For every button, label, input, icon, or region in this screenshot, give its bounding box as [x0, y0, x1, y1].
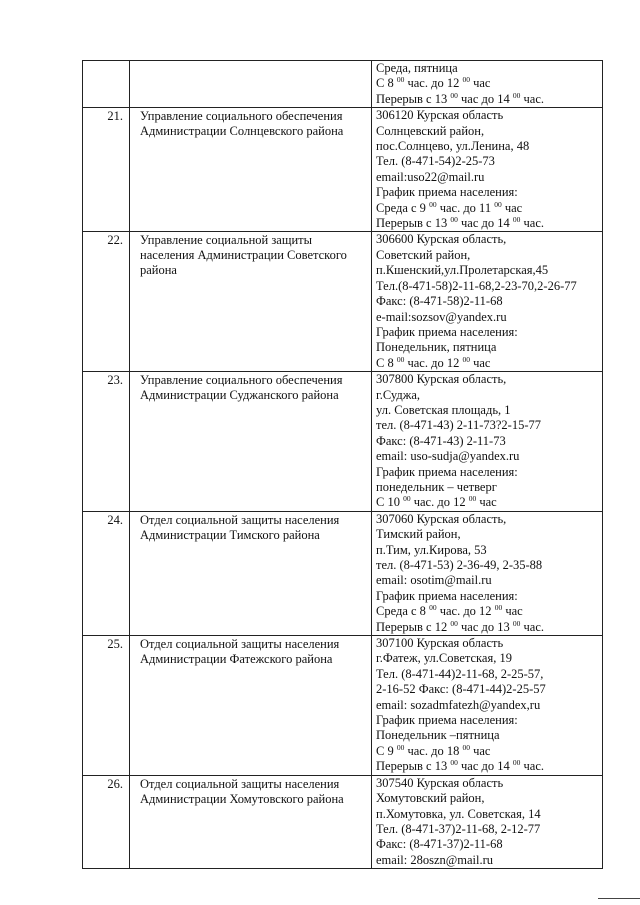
contact-line	[372, 372, 602, 387]
contact-text: email:uso22@mail.ru	[376, 169, 485, 184]
time-minutes-superscript: 00	[462, 742, 470, 752]
contact-text: Факс: (8-471-37)2-11-68	[376, 837, 503, 852]
table-row	[83, 636, 603, 776]
table-row	[83, 372, 603, 512]
contact-text: Хомутовский район,	[376, 791, 485, 806]
contact-text: г.Суджа,	[376, 387, 421, 402]
contact-text: час. до 12	[404, 76, 463, 91]
contact-line	[372, 667, 602, 682]
time-minutes-superscript: 00	[450, 90, 458, 100]
contact-text: час до 14	[457, 91, 513, 106]
contact-line	[372, 434, 602, 449]
agency-name-cell	[130, 636, 372, 776]
contact-line	[372, 527, 602, 542]
contact-text: Перерыв с 13	[376, 91, 451, 106]
contact-line	[372, 543, 602, 558]
table-row	[83, 108, 603, 232]
contact-line	[372, 853, 602, 868]
contact-text: Перерыв с 12	[376, 619, 451, 634]
contact-text: Солнцевский район,	[376, 123, 485, 138]
agency-name-cell	[130, 232, 372, 372]
contact-text: e-mail:sozsov@yandex.ru	[376, 309, 507, 324]
contact-text: 306600 Курская область,	[376, 232, 507, 247]
contact-line	[372, 589, 602, 604]
contact-line	[372, 791, 602, 806]
contact-text: Тел. (8-471-54)2-25-73	[376, 154, 495, 169]
agency-name: Отдел социальной защиты населения Администрации Тимского района	[140, 512, 340, 542]
row-number-cell	[83, 108, 130, 232]
contact-line	[372, 232, 602, 247]
contact-info-cell	[372, 61, 603, 108]
row-number-cell	[83, 61, 130, 108]
contact-line	[372, 822, 602, 837]
contact-text: час	[501, 200, 523, 215]
contact-text: График приема населения:	[376, 464, 518, 479]
contact-text: Тел. (8-471-44)2-11-68, 2-25-57,	[376, 666, 544, 681]
contact-line	[372, 201, 602, 216]
time-minutes-superscript: 00	[450, 618, 458, 628]
contact-line	[372, 759, 602, 774]
contact-line	[372, 807, 602, 822]
contact-text: пос.Солнцево, ул.Ленина, 48	[376, 139, 530, 154]
contact-line	[372, 698, 602, 713]
time-minutes-superscript: 00	[396, 742, 405, 752]
agency-name-cell	[130, 511, 372, 635]
contact-line	[372, 76, 602, 91]
time-minutes-superscript: 00	[512, 758, 521, 768]
agency-name-cell	[130, 372, 372, 512]
row-number-cell	[83, 775, 130, 868]
contact-text: п.Хомутовка, ул. Советская, 14	[376, 806, 541, 821]
contact-text: Среда с 8	[376, 604, 430, 619]
contact-line	[372, 263, 602, 278]
row-number: 24.	[107, 512, 123, 527]
contact-text: час до 14	[457, 759, 513, 774]
contact-line	[372, 279, 602, 294]
contact-line	[372, 558, 602, 573]
contact-line	[372, 108, 602, 123]
contact-text: тел. (8-471-43) 2-11-73?2-15-77	[376, 418, 542, 433]
contact-text: График приема населения:	[376, 185, 518, 200]
table-row	[83, 61, 603, 108]
contact-line	[372, 170, 602, 185]
time-minutes-superscript: 00	[450, 758, 458, 768]
contact-line	[372, 340, 602, 355]
time-minutes-superscript: 00	[512, 90, 521, 100]
agency-name: Управление социального обеспечения Администрации Суджанского района	[140, 373, 343, 403]
contact-text: email: 28oszn@mail.ru	[376, 852, 494, 867]
row-number: 22.	[107, 233, 123, 248]
contact-line	[372, 92, 602, 107]
time-minutes-superscript: 00	[512, 215, 521, 225]
contact-text: Среда с 9	[376, 200, 430, 215]
contact-line	[372, 449, 602, 464]
contact-text: час.	[520, 759, 544, 774]
time-minutes-superscript: 00	[450, 215, 458, 225]
contact-info-cell	[372, 775, 603, 868]
contact-text: 307540 Курская область	[376, 775, 504, 790]
contact-text: час до 14	[457, 216, 513, 231]
contacts-table	[82, 60, 603, 869]
contact-text: п.Кшенский,ул.Пролетарская,45	[376, 263, 549, 278]
agency-name	[130, 61, 371, 62]
contact-text: С 8	[376, 355, 397, 370]
contact-text: ул. Советская площадь, 1	[376, 402, 511, 417]
contact-line	[372, 310, 602, 325]
contact-line	[372, 512, 602, 527]
contact-line	[372, 480, 602, 495]
contact-line	[372, 139, 602, 154]
agency-name: Отдел социальной защиты населения Администрации Хомутовского района	[140, 776, 344, 806]
contact-info-cell	[372, 636, 603, 776]
contact-text: График приема населения:	[376, 713, 518, 728]
agency-name: Управление социального обеспечения Администрации Солнцевского района	[140, 109, 344, 139]
contact-text: час.	[520, 619, 544, 634]
time-minutes-superscript: 00	[403, 494, 411, 504]
contact-line	[372, 744, 602, 759]
table-row	[83, 775, 603, 868]
row-number	[83, 61, 129, 62]
contact-line	[372, 154, 602, 169]
contact-text: час. до 18	[404, 743, 463, 758]
contact-text: п.Тим, ул.Кирова, 53	[376, 542, 487, 557]
contact-line	[372, 356, 602, 371]
contact-text: час. до 12	[404, 355, 463, 370]
contact-line	[372, 325, 602, 340]
contact-text: час.	[520, 216, 544, 231]
row-number: 23.	[107, 373, 123, 388]
contact-text: С 10	[376, 495, 404, 510]
table-row	[83, 232, 603, 372]
row-number-cell	[83, 511, 130, 635]
contact-text: 306120 Курская область	[376, 108, 504, 123]
row-number: 21.	[107, 109, 123, 124]
contact-text: График приема населения:	[376, 324, 518, 339]
contact-text: час. до 12	[410, 495, 469, 510]
time-minutes-superscript: 00	[429, 199, 437, 209]
contact-info-cell	[372, 372, 603, 512]
contact-info-cell	[372, 232, 603, 372]
contact-text: 2-16-52 Факс: (8-471-44)2-25-57	[376, 682, 546, 697]
row-number: 26.	[107, 776, 123, 791]
agency-name-cell	[130, 108, 372, 232]
contact-line	[372, 604, 602, 619]
contact-text: 307060 Курская область,	[376, 511, 507, 526]
agency-name: Управление социальной защиты населения Администрации Советского района	[140, 233, 347, 278]
contact-text: час до 13	[457, 619, 513, 634]
contact-line	[372, 713, 602, 728]
time-minutes-superscript: 00	[396, 354, 405, 364]
time-minutes-superscript: 00	[494, 199, 502, 209]
contact-text: час	[469, 355, 491, 370]
contact-line	[372, 294, 602, 309]
page-edge-line	[598, 898, 640, 899]
time-minutes-superscript: 00	[429, 603, 437, 613]
contact-line	[372, 248, 602, 263]
contacts-table-body	[83, 61, 603, 869]
agency-name-cell	[130, 61, 372, 108]
contact-text: Среда, пятница	[376, 61, 458, 75]
contact-text: email: osotim@mail.ru	[376, 573, 492, 588]
row-number-cell	[83, 636, 130, 776]
contact-text: понедельник – четверг	[376, 479, 497, 494]
contact-text: Факс: (8-471-43) 2-11-73	[376, 433, 506, 448]
contact-line	[372, 728, 602, 743]
contact-text: Тимский район,	[376, 527, 461, 542]
contact-text: email: uso-sudja@yandex.ru	[376, 449, 520, 464]
contact-text: час	[502, 604, 523, 619]
contact-text: час	[476, 495, 497, 510]
contact-line	[372, 620, 602, 635]
contact-line	[372, 388, 602, 403]
time-minutes-superscript: 00	[462, 354, 470, 364]
time-minutes-superscript: 00	[494, 603, 503, 613]
contact-line	[372, 495, 602, 510]
contact-text: График приема населения:	[376, 588, 518, 603]
contact-line	[372, 682, 602, 697]
contact-line	[372, 216, 602, 231]
contact-text: тел. (8-471-53) 2-36-49, 2-35-88	[376, 558, 543, 572]
contact-info-cell	[372, 108, 603, 232]
contact-text: Тел. (8-471-37)2-11-68, 2-12-77	[376, 821, 541, 836]
contact-text: Факс: (8-471-58)2-11-68	[376, 294, 503, 309]
contact-text: 307100 Курская область	[376, 636, 504, 651]
contact-text: час	[469, 76, 491, 91]
contact-text: Перерыв с 13	[376, 759, 451, 774]
contact-text: Тел.(8-471-58)2-11-68,2-23-70,2-26-77	[376, 278, 577, 293]
contact-text: Перерыв с 13	[376, 216, 451, 231]
contact-line	[372, 418, 602, 433]
contact-text: час.	[520, 91, 544, 106]
row-number-cell	[83, 372, 130, 512]
contact-text: Понедельник, пятница	[376, 340, 497, 355]
contact-text: email: sozadmfatezh@yandex,ru	[376, 697, 541, 712]
contact-text: час. до 11	[436, 200, 495, 215]
contact-line	[372, 185, 602, 200]
contact-text: С 9	[376, 743, 397, 758]
table-row	[83, 511, 603, 635]
contact-text: Советский район,	[376, 247, 471, 262]
contact-line	[372, 636, 602, 651]
contact-text: г.Фатеж, ул.Советская, 19	[376, 651, 512, 666]
contact-line	[372, 465, 602, 480]
contact-text: час. до 12	[436, 604, 495, 619]
contact-line	[372, 573, 602, 588]
contact-line	[372, 61, 602, 76]
contact-text: Понедельник –пятница	[376, 728, 500, 743]
row-number: 25.	[107, 637, 123, 652]
row-number-cell	[83, 232, 130, 372]
contact-line	[372, 837, 602, 852]
contact-line	[372, 651, 602, 666]
contact-line	[372, 124, 602, 139]
agency-name-cell	[130, 775, 372, 868]
contact-line	[372, 403, 602, 418]
agency-name: Отдел социальной защиты населения Администрации Фатежского района	[140, 637, 340, 667]
time-minutes-superscript: 00	[512, 618, 521, 628]
time-minutes-superscript: 00	[396, 75, 405, 85]
contact-line	[372, 776, 602, 791]
time-minutes-superscript: 00	[462, 75, 470, 85]
contact-info-cell	[372, 511, 603, 635]
time-minutes-superscript: 00	[468, 494, 477, 504]
contact-text: час	[469, 743, 491, 758]
contact-text: 307800 Курская область,	[376, 372, 507, 387]
contact-text: С 8	[376, 76, 397, 91]
